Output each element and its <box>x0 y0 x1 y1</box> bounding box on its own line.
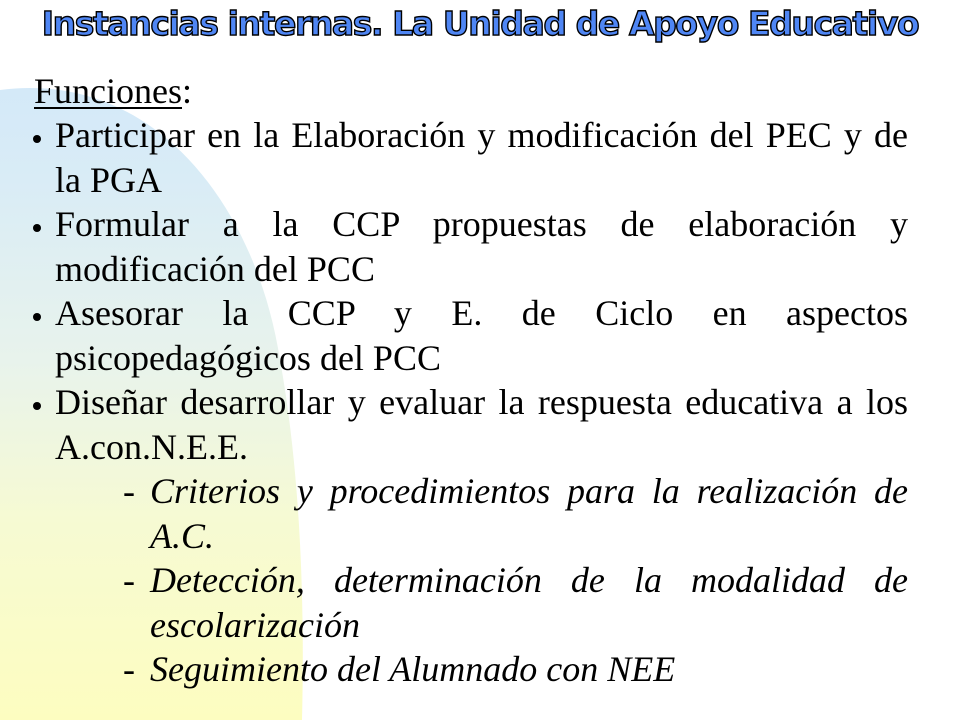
sub-list <box>0 469 960 692</box>
section-heading <box>34 69 192 113</box>
list-item <box>0 202 960 291</box>
list-item-text: Participar en la Elaboración y modificación del PEC y de la PGA <box>55 115 908 200</box>
bullet-dot-icon <box>33 313 41 321</box>
sub-dash: - <box>123 471 135 511</box>
list-item <box>0 291 960 380</box>
sub-item-text: Detección, determinación de la modalidad de escolarización <box>150 560 908 645</box>
section-heading-text: Funciones <box>34 71 182 111</box>
list-item-text: Diseñar desarrollar y evaluar la respuesta educativa a los A.con.N.E.E. <box>55 382 908 467</box>
bullet-dot-icon <box>33 135 41 143</box>
sub-item-text: Seguimiento del Alumnado con NEE <box>150 649 676 689</box>
list-item-text: Asesorar la CCP y E. de Ciclo en aspectos psicopedagógicos del PCC <box>55 293 908 378</box>
sub-list-item <box>0 469 960 558</box>
section-heading-colon: : <box>182 71 193 111</box>
bullet-dot-icon <box>33 402 41 410</box>
sub-list-item <box>0 647 960 692</box>
list-item <box>0 380 960 692</box>
sub-list-item <box>0 558 960 647</box>
list-item-text: Formular a la CCP propuestas de elaboración y modificación del PCC <box>55 204 908 289</box>
functions-list <box>0 113 960 692</box>
list-item <box>0 113 960 202</box>
sub-item-text: Criterios y procedimientos para la realización de A.C. <box>150 471 908 556</box>
slide-title: Instancias internas. La Unidad de Apoyo Educativo <box>41 4 919 43</box>
bullet-dot-icon <box>33 224 41 232</box>
sub-dash: - <box>123 560 135 600</box>
sub-dash: - <box>123 649 135 689</box>
